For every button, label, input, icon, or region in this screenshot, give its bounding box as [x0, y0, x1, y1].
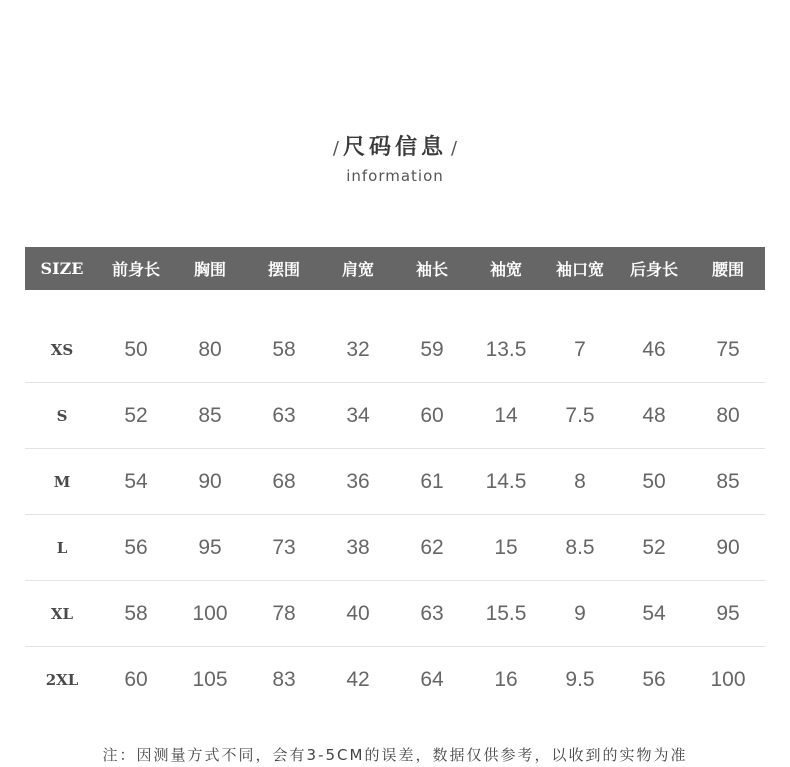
measurement-cell: 48 — [642, 403, 666, 427]
measurement-cell: 75 — [716, 337, 740, 361]
header-cell: 肩宽 — [341, 260, 374, 279]
measurement-cell: 52 — [642, 535, 666, 559]
measurement-cell: 85 — [198, 403, 222, 427]
measurement-cell: 7 — [574, 337, 586, 361]
size-label: XS — [50, 340, 74, 359]
measurement-cell: 14 — [494, 403, 518, 427]
header-cell: 袖口宽 — [555, 260, 604, 279]
header-cell: 胸围 — [193, 260, 226, 279]
table-row — [25, 647, 765, 712]
measurement-cell: 58 — [124, 601, 148, 625]
title-slash-right: / — [451, 138, 458, 159]
page-title — [0, 130, 790, 161]
table-row — [25, 317, 765, 383]
title-slash-left: / — [332, 138, 339, 159]
measurement-cell: 85 — [716, 469, 740, 493]
measurement-cell: 62 — [420, 535, 444, 559]
header-cell: 摆围 — [267, 260, 300, 279]
measurement-cell: 59 — [420, 337, 444, 361]
measurement-cell: 100 — [192, 601, 228, 625]
page-subtitle: information — [346, 167, 444, 185]
size-label: L — [56, 538, 68, 557]
measurement-cell: 80 — [716, 403, 740, 427]
title-block — [0, 130, 790, 185]
measurement-cell: 54 — [124, 469, 148, 493]
size-label: M — [53, 472, 71, 491]
measurement-cell: 56 — [124, 535, 148, 559]
measurement-cell: 83 — [272, 667, 296, 691]
measurement-cell: 54 — [642, 601, 666, 625]
size-label: 2XL — [45, 670, 79, 689]
measurement-cell: 52 — [124, 403, 148, 427]
measurement-cell: 56 — [642, 667, 666, 691]
measurement-cell: 32 — [346, 337, 370, 361]
measurement-cell: 60 — [124, 667, 148, 691]
header-cell: 袖宽 — [489, 260, 522, 279]
measurement-cell: 95 — [198, 535, 222, 559]
measurement-cell: 15 — [494, 535, 518, 559]
measurement-cell: 40 — [346, 601, 370, 625]
size-label: XL — [50, 604, 74, 623]
header-cell: 前身长 — [111, 260, 160, 279]
measurement-cell: 63 — [420, 601, 444, 625]
measurement-cell: 60 — [420, 403, 444, 427]
header-cell: 袖长 — [415, 260, 448, 279]
measurement-cell: 68 — [272, 469, 296, 493]
measurement-cell: 95 — [716, 601, 740, 625]
measurement-cell: 61 — [420, 469, 444, 493]
measurement-cell: 90 — [198, 469, 222, 493]
measurement-cell: 46 — [642, 337, 666, 361]
measurement-cell: 78 — [272, 601, 296, 625]
measurement-note: 注：因测量方式不同，会有3-5CM的误差，数据仅供参考，以收到的实物为准 — [102, 746, 688, 764]
measurement-cell: 9.5 — [565, 667, 595, 691]
measurement-cell: 100 — [710, 667, 746, 691]
measurement-cell: 34 — [346, 403, 370, 427]
table-row — [25, 581, 765, 647]
measurement-cell: 50 — [642, 469, 666, 493]
measurement-cell: 8 — [574, 469, 586, 493]
measurement-cell: 14.5 — [485, 469, 527, 493]
measurement-cell: 42 — [346, 667, 370, 691]
header-cell: 腰围 — [711, 260, 744, 279]
measurement-cell: 16 — [494, 667, 518, 691]
title-text: 尺码信息 — [342, 135, 447, 160]
measurement-cell: 105 — [192, 667, 228, 691]
measurement-cell: 15.5 — [485, 601, 527, 625]
table-header-row — [25, 247, 765, 290]
size-table — [25, 247, 765, 712]
measurement-cell: 63 — [272, 403, 296, 427]
measurement-cell: 7.5 — [565, 403, 595, 427]
measurement-cell: 13.5 — [485, 337, 527, 361]
measurement-cell: 80 — [198, 337, 222, 361]
table-body — [25, 317, 765, 712]
measurement-cell: 9 — [574, 601, 586, 625]
header-cell: 后身长 — [629, 260, 678, 279]
table-row — [25, 449, 765, 515]
measurement-cell: 73 — [272, 535, 296, 559]
table-row — [25, 383, 765, 449]
measurement-cell: 64 — [420, 667, 444, 691]
measurement-cell: 90 — [716, 535, 740, 559]
measurement-cell: 36 — [346, 469, 370, 493]
measurement-cell: 50 — [124, 337, 148, 361]
measurement-cell: 58 — [272, 337, 296, 361]
header-cell-size: SIZE — [40, 259, 84, 278]
measurement-cell: 38 — [346, 535, 370, 559]
size-label: S — [56, 406, 68, 425]
measurement-cell: 8.5 — [565, 535, 595, 559]
table-row — [25, 515, 765, 581]
